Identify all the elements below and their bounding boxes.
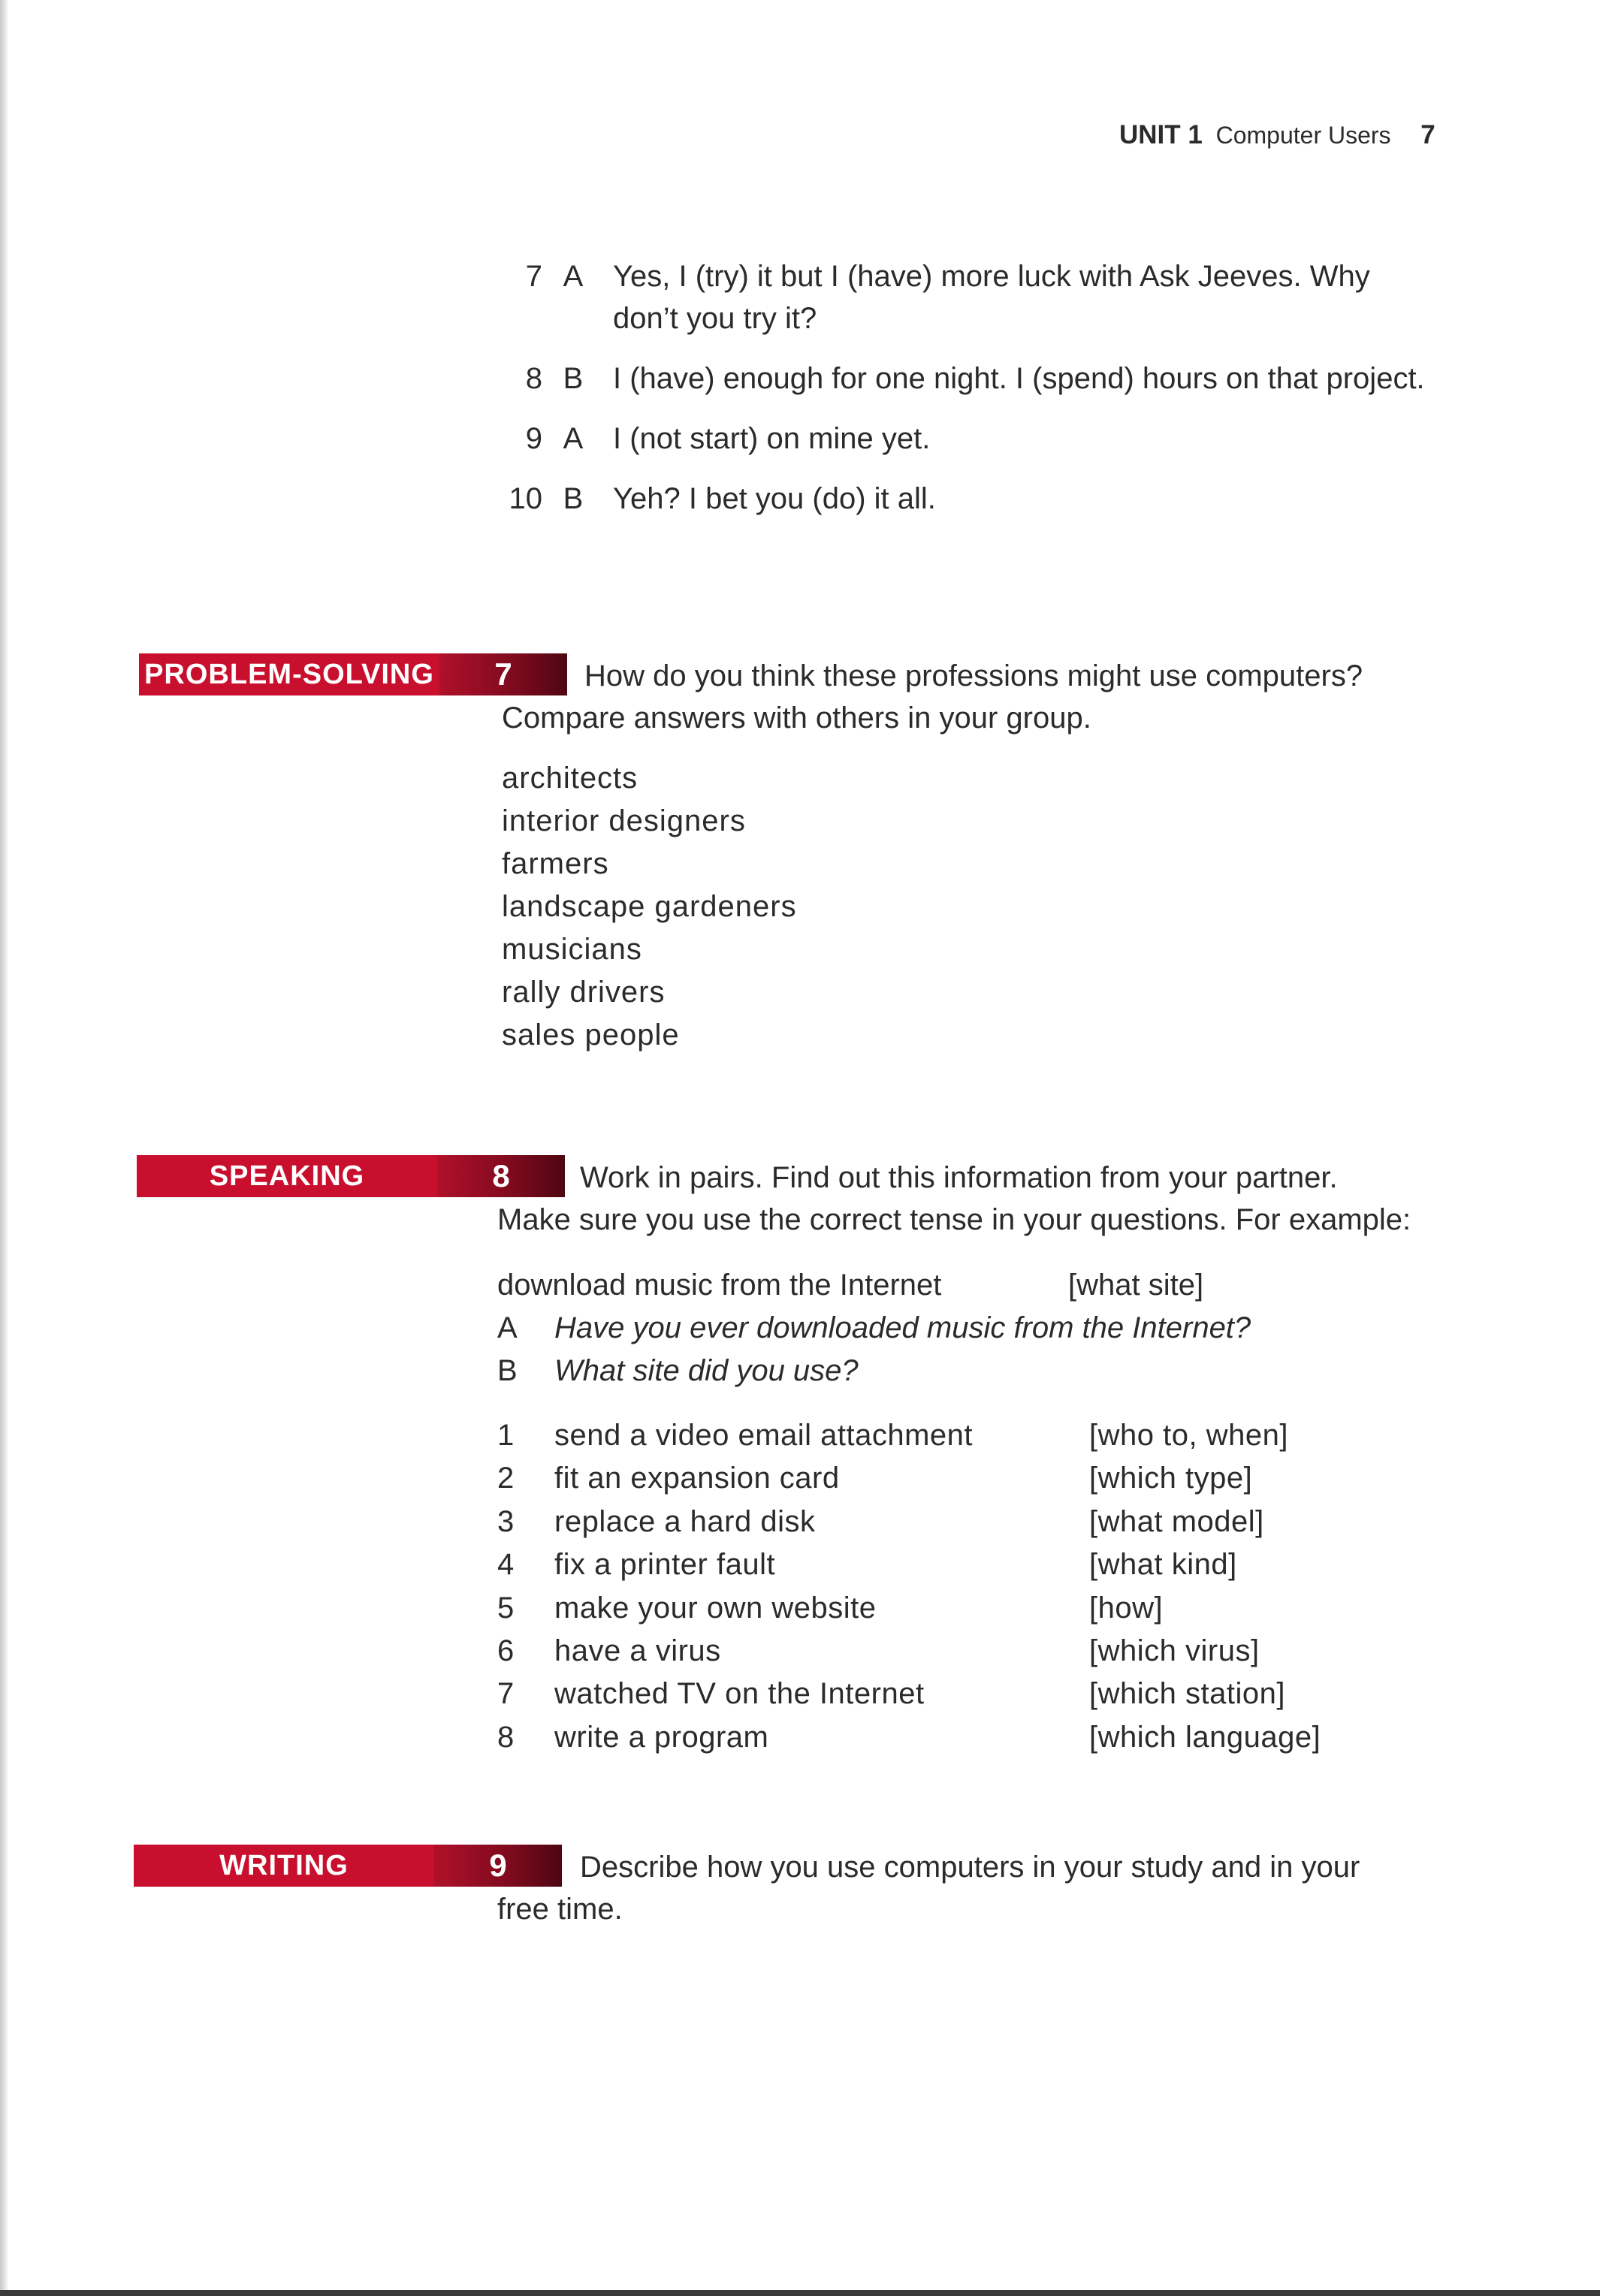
line-number: 9 [525,422,542,455]
page-number: 7 [1420,120,1435,149]
example-activity: download music from the Internet [497,1269,942,1302]
running-header [1119,120,1435,150]
task-number: 8 [497,1720,515,1754]
page-bottom-edge [0,2290,1600,2296]
dialogue-line [496,418,1427,460]
speaker: A [497,1311,518,1344]
task-text: fit an expansion card [554,1462,840,1495]
task-text: watched TV on the Internet [554,1677,925,1711]
task-number: 7 [497,1677,515,1711]
unit-title: Computer Users [1215,122,1391,149]
task-number: 1 [497,1419,515,1452]
list-item: sales people [502,1018,680,1051]
line-text: Yeh? I bet you (do) it all. [613,482,936,515]
task-text: write a program [554,1720,769,1754]
list-item: architects [502,762,638,795]
speaker: B [563,362,584,395]
task-row [497,1630,1459,1673]
problem-solving-instructions [502,655,1363,739]
task-question-hint: [what kind] [1089,1548,1237,1582]
professions-list [502,757,797,1057]
line-number: 10 [509,482,542,515]
exercise-number: 9 [434,1845,562,1887]
example-text: What site did you use? [554,1354,859,1387]
task-text: replace a hard disk [554,1504,816,1538]
task-question-hint: [which type] [1089,1462,1253,1495]
exercise-number: 8 [437,1155,565,1197]
dialogue-line [496,255,1427,339]
task-text: make your own website [554,1591,877,1625]
page-edge-shadow [0,0,8,2296]
section-label: SPEAKING [137,1155,437,1197]
example-line [497,1307,1459,1350]
instruction-line: Describe how you use computers in your study and in your [580,1851,1360,1884]
task-question-hint: [which language] [1089,1720,1321,1754]
line-text: Yes, I (try) it but I (have) more luck with Ask Jeeves. Why don’t you try it? [613,260,1370,335]
line-text: I (not start) on mine yet. [613,422,931,455]
line-number: 7 [525,260,542,293]
list-item: rally drivers [502,976,666,1009]
task-number: 4 [497,1548,515,1582]
line-text: I (have) enough for one night. I (spend) hours on that project. [613,362,1425,395]
task-row [497,1543,1459,1586]
line-number: 8 [525,362,542,395]
speaking-example [497,1264,1459,1392]
dialogue-list [496,255,1427,538]
dialogue-line [496,478,1427,520]
instruction-line: Make sure you use the correct tense in your questions. For example: [497,1203,1411,1236]
instruction-line: free time. [497,1893,623,1926]
task-number: 2 [497,1462,515,1495]
example-question-hint: [what site] [1068,1269,1204,1302]
speaker: B [497,1354,518,1387]
instruction-line: How do you think these professions might use computers? [584,659,1363,692]
task-number: 5 [497,1591,515,1625]
task-row [497,1414,1459,1457]
task-question-hint: [which station] [1089,1677,1285,1711]
instruction-line: Work in pairs. Find out this information from your partner. [580,1161,1338,1194]
list-item: interior designers [502,804,746,837]
dialogue-line [496,358,1427,400]
unit-label: UNIT 1 [1119,120,1203,149]
list-item: landscape gardeners [502,890,797,923]
list-item: farmers [502,847,609,880]
task-row [497,1587,1459,1630]
task-question-hint: [which virus] [1089,1634,1260,1668]
task-text: send a video email attachment [554,1419,974,1452]
task-question-hint: [who to, when] [1089,1419,1288,1452]
speaker: B [563,482,584,515]
writing-instructions [497,1846,1360,1930]
task-text: have a virus [554,1634,721,1668]
task-question-hint: [what model] [1089,1504,1264,1538]
section-label: PROBLEM-SOLVING [139,653,439,695]
task-number: 3 [497,1504,515,1538]
section-label: WRITING [134,1845,434,1887]
instruction-line: Compare answers with others in your group. [502,701,1091,735]
speaker: A [563,422,584,455]
example-prompt [497,1264,1459,1307]
exercise-number: 7 [439,653,567,695]
task-question-hint: [how] [1089,1591,1164,1625]
speaker: A [563,260,584,293]
task-row [497,1457,1459,1500]
example-text: Have you ever downloaded music from the Internet? [554,1311,1251,1344]
list-item: musicians [502,933,642,966]
task-number: 6 [497,1634,515,1668]
task-row [497,1673,1459,1715]
speaking-instructions [497,1157,1411,1241]
speaking-task-list [497,1414,1459,1759]
task-text: fix a printer fault [554,1548,776,1582]
example-line [497,1350,1459,1392]
task-row [497,1501,1459,1543]
task-row [497,1716,1459,1759]
